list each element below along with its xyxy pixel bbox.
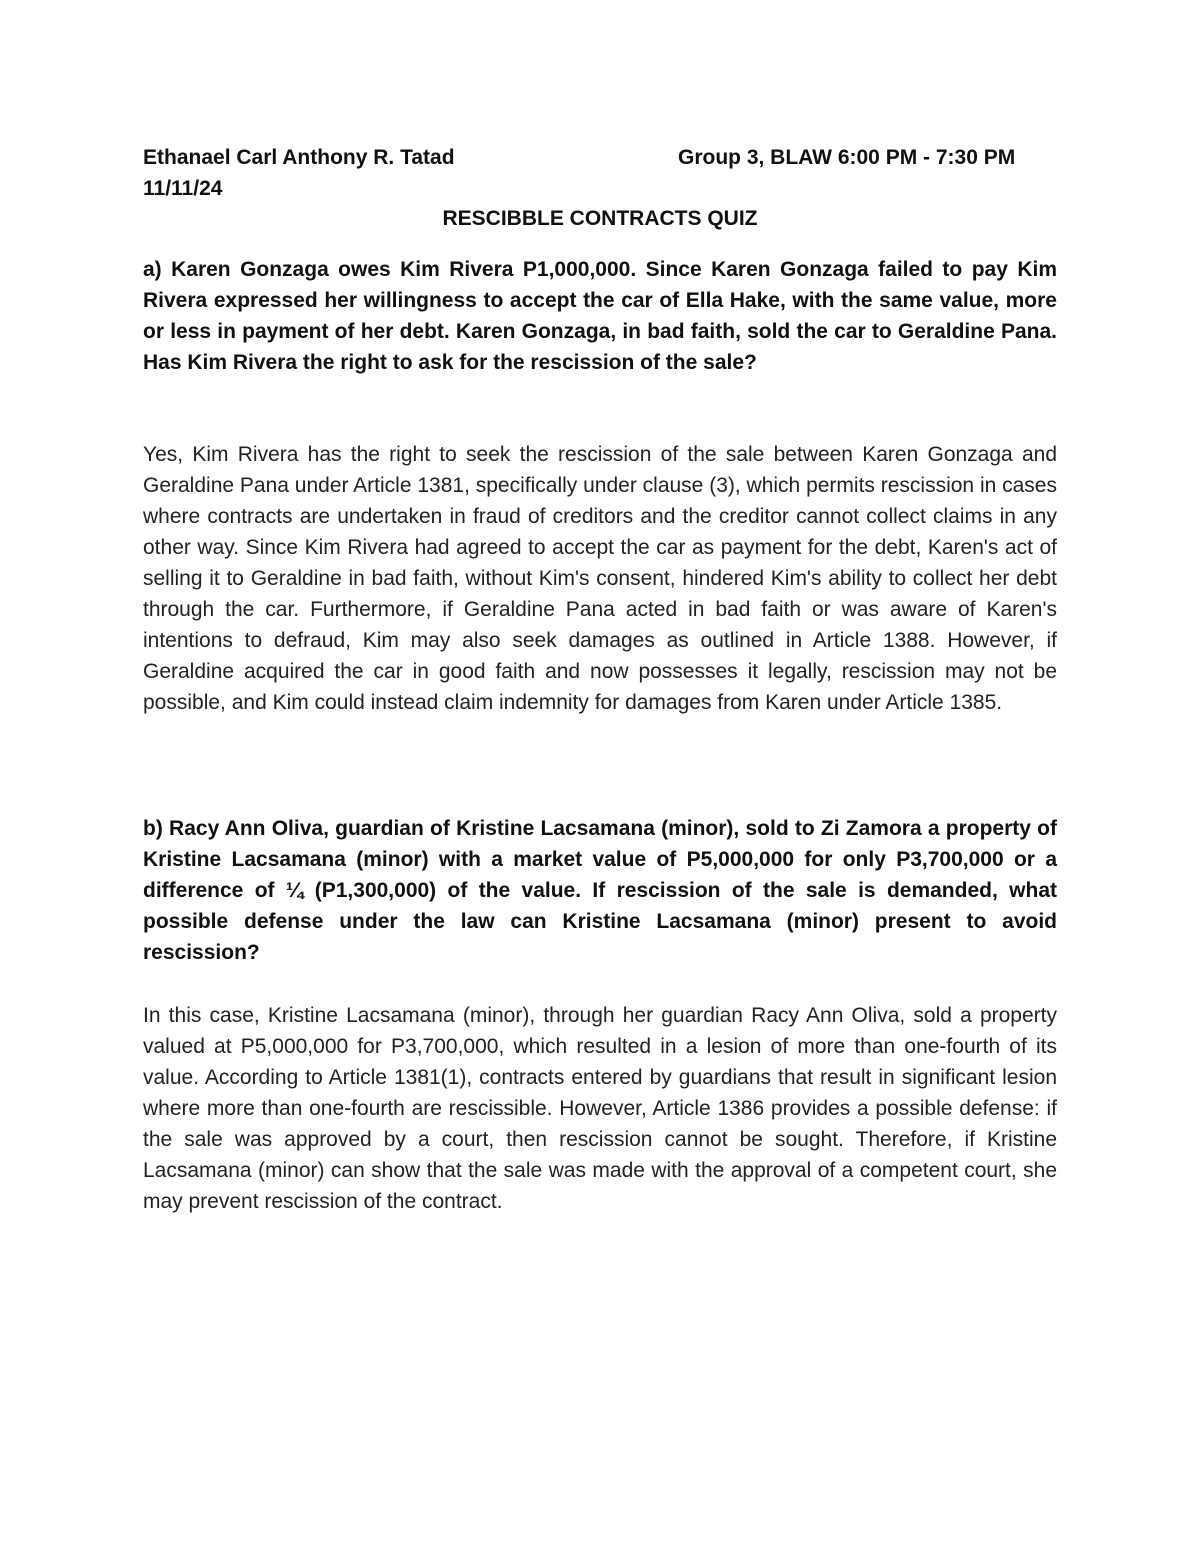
author-name: Ethanael Carl Anthony R. Tatad bbox=[143, 146, 455, 169]
date: 11/11/24 bbox=[143, 177, 223, 200]
header-row bbox=[143, 143, 1057, 173]
answer-b: In this case, Kristine Lacsamana (minor), through her guardian Racy Ann Oliva, sold a property valued at P5,000,000 for P3,700,000, which resulted in a lesion of more than one-fourth of its value. According to Article 1381(1), contracts entered by guardians that result in significant lesion where more than one-fourth are rescissible. However, Article 1386 provides a possible defense: if the sale was approved by a court, then rescission cannot be sought. Therefore, if Kristine Lacsamana (minor) can show that the sale was made with the approval of a competent court, she may prevent rescission of the contract. bbox=[143, 1004, 1057, 1213]
class-group: Group 3, BLAW 6:00 PM - 7:30 PM bbox=[678, 146, 1016, 169]
question-b: b) Racy Ann Oliva, guardian of Kristine Lacsamana (minor), sold to Zi Zamora a property of Kristine Lacsamana (minor) with a market value of P5,000,000 for only P3,700,000 or a difference of ¼ (P1,300,000) of the value. If rescission of the sale is demanded, what possible defense under the law can Kristine Lacsamana (minor) present to avoid rescission? bbox=[143, 817, 1057, 964]
answer-a: Yes, Kim Rivera has the right to seek the rescission of the sale between Karen Gonzaga and Geraldine Pana under Article 1381, specifically under clause (3), which permits rescission in cases where contracts are undertaken in fraud of creditors and the creditor cannot collect claims in any other way. Since Kim Rivera had agreed to accept the car as payment for the debt, Karen's act of selling it to Geraldine in bad faith, without Kim's consent, hindered Kim's ability to collect her debt through the car. Furthermore, if Geraldine Pana acted in bad faith or was aware of Karen's intentions to defraud, Kim may also seek damages as outlined in Article 1388. However, if Geraldine acquired the car in good faith and now possesses it legally, rescission may not be possible, and Kim could instead claim indemnity for damages from Karen under Article 1385. bbox=[143, 443, 1057, 714]
question-a: a) Karen Gonzaga owes Kim Rivera P1,000,000. Since Karen Gonzaga failed to pay Kim Rivera expressed her willingness to accept the car of Ella Hake, with the same value, more or less in payment of her debt. Karen Gonzaga, in bad faith, sold the car to Geraldine Pana. Has Kim Rivera the right to ask for the rescission of the sale? bbox=[143, 258, 1057, 374]
document-title: RESCIBBLE CONTRACTS QUIZ bbox=[442, 207, 758, 230]
